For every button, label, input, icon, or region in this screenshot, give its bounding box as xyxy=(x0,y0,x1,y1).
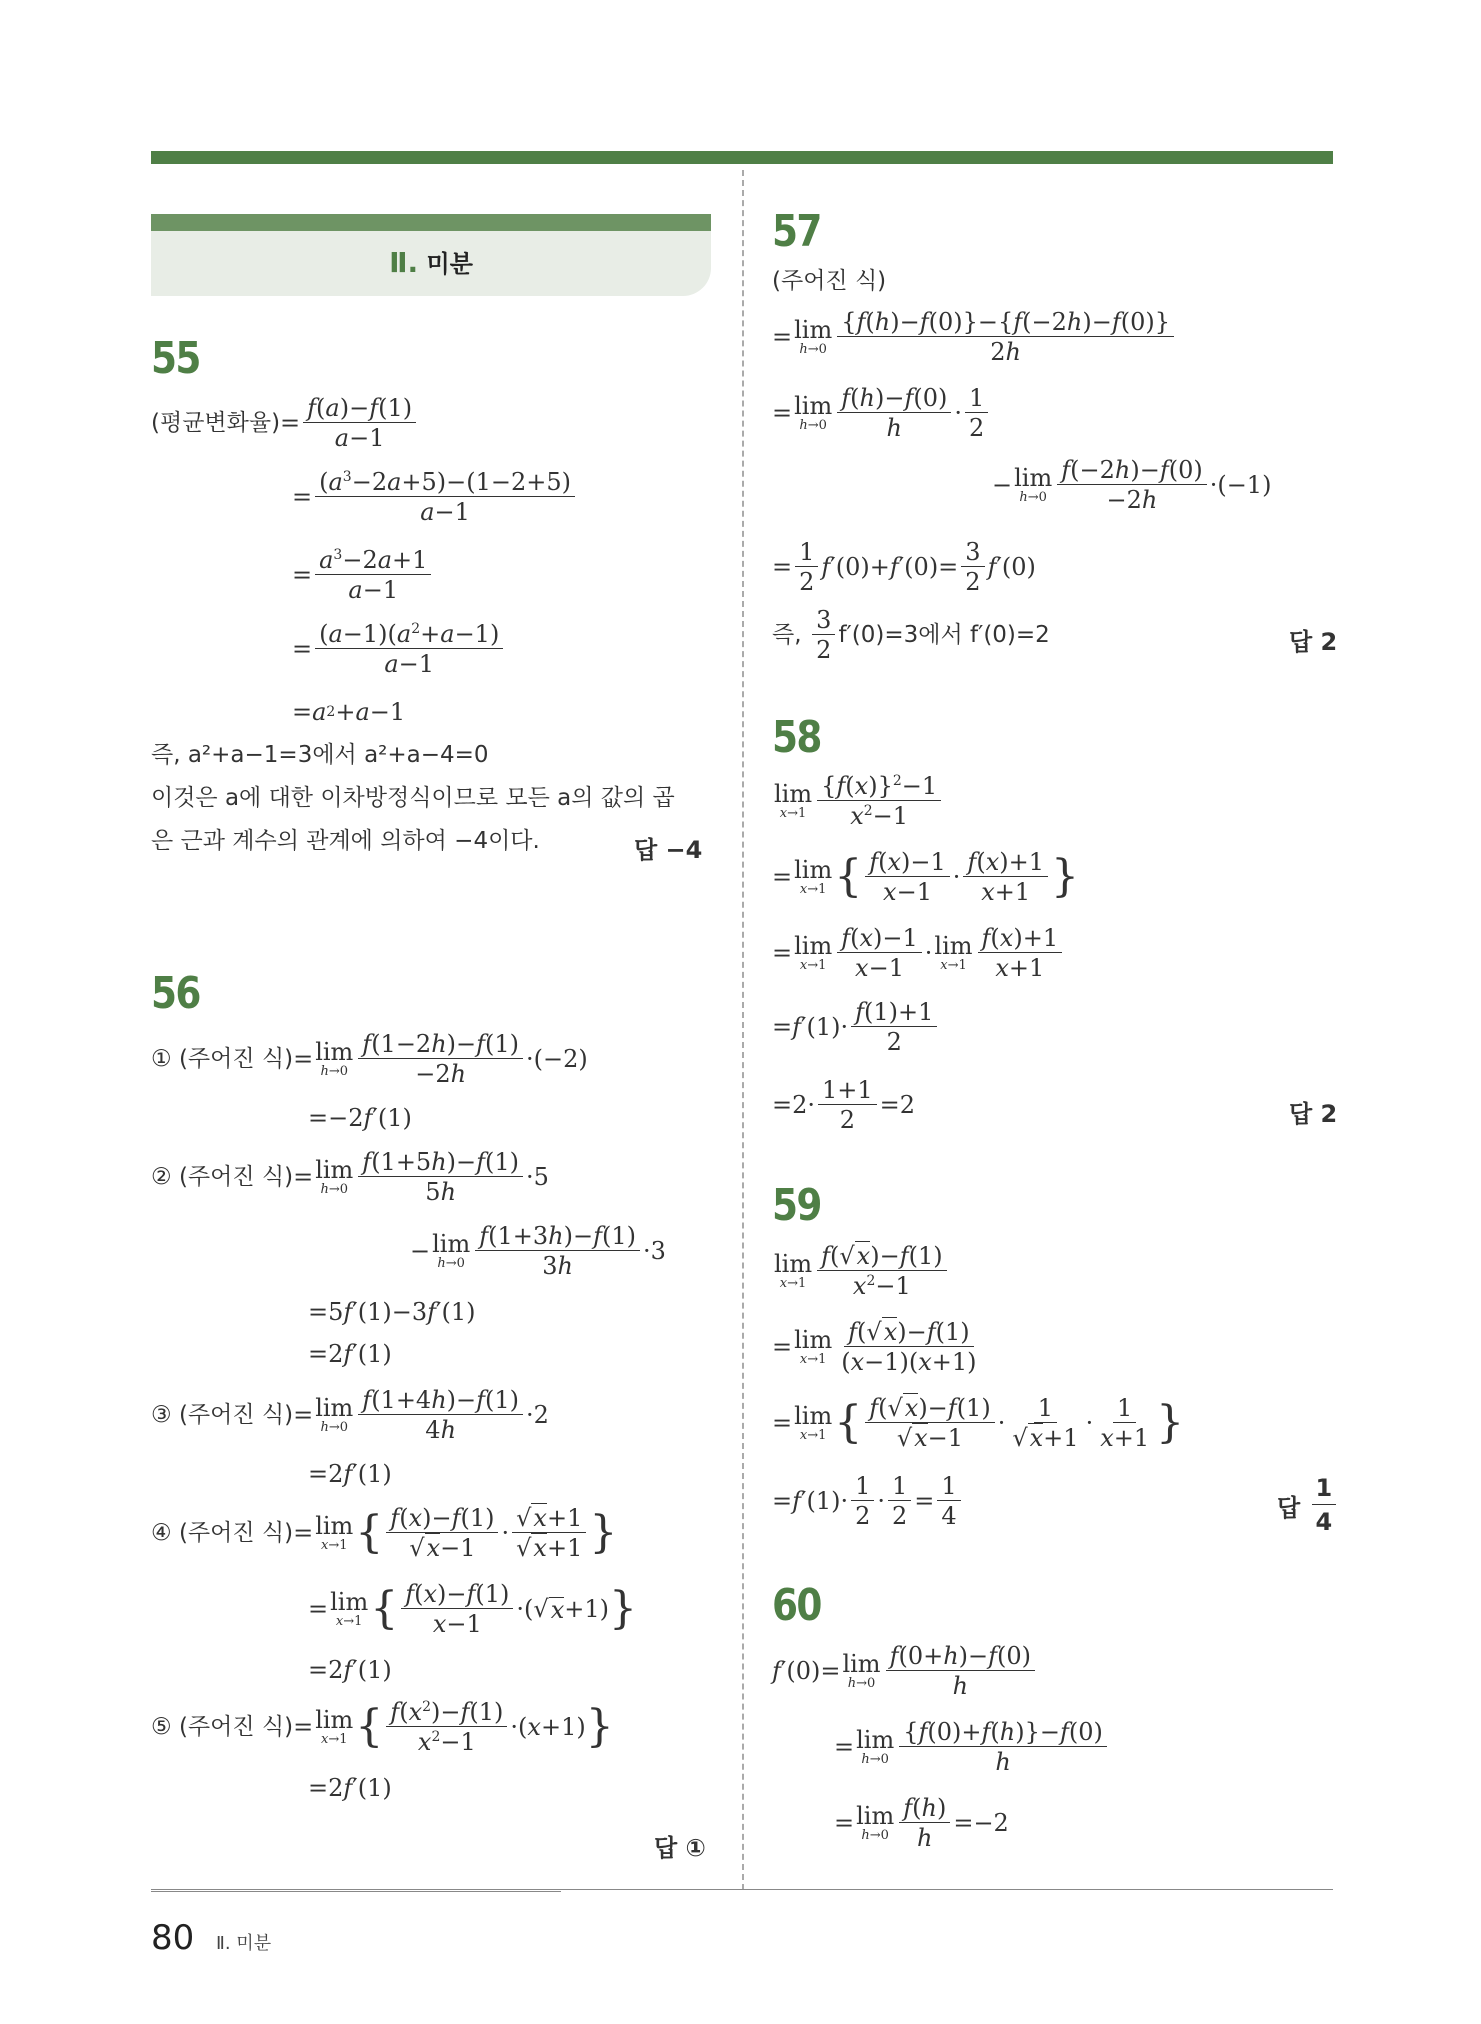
p56-line10: = lim x→1 { $\frac{f(x)-f(1)}{x-1}$ ·(√ x +1) } xyxy=(308,1580,637,1638)
p56-answer: 답 ① xyxy=(654,1834,706,1862)
p55-line2: = $\frac{(a^3-2a+5)-(1-2+5)}{a-1}$ xyxy=(292,470,578,524)
p57-line1: = lim h→0 $\frac{\{f(h)-f(0)\}-\{f(-2h)-f(0)\}}{2h}$ xyxy=(772,310,1177,364)
section-stripe xyxy=(151,214,711,231)
p56-line7: ③ (주어진 식) = lim h→0 $\frac{f(1+4h)-f(1)}{4h}$ ·2 xyxy=(151,1386,549,1444)
p57-line3: − lim h→0 $\frac{f(-2h)-f(0)}{-2h}$ ·(−1) xyxy=(992,456,1272,514)
page-number: 80 xyxy=(151,1918,195,1958)
footer-section: Ⅱ. 미분 xyxy=(216,1933,272,1954)
p58-answer: 답 2 xyxy=(1289,1100,1338,1128)
p55-line3: = $\frac{a^3-2a+1}{a-1}$ xyxy=(292,548,434,602)
p57-label: (주어진 식) xyxy=(772,268,887,294)
p55-text2: 이것은 a에 대한 이차방정식이므로 모든 a의 값의 곱 xyxy=(151,785,675,811)
p59-answer: 답 $\frac{1}{4}$ xyxy=(1277,1474,1339,1536)
p60-line1: f ′(0)= lim h→0 $\frac{f(0+h)-f(0)}{h}$ xyxy=(772,1644,1038,1698)
p55-answer: 답 −4 xyxy=(634,836,703,864)
p58-line5: =2· $\frac{1+1}{2}$ =2 xyxy=(772,1076,916,1134)
p56-line4: − lim h→0 $\frac{f(1+3h)-f(1)}{3h}$ ·3 xyxy=(410,1222,666,1280)
p56-line3: ② (주어진 식) = lim h→0 $\frac{f(1+5h)-f(1)}{5h}$ ·5 xyxy=(151,1148,549,1206)
problem-number-55: 55 xyxy=(151,333,200,384)
p57-answer: 답 2 xyxy=(1289,628,1338,656)
p56-line5: =5 f ′(1)−3 f ′(1) xyxy=(308,1298,476,1326)
footer-rule-2 xyxy=(151,1891,561,1892)
problem-number-57: 57 xyxy=(772,206,821,257)
p60-line2: = lim h→0 $\frac{\{f(0)+f(h)\}-f(0)}{h}$ xyxy=(834,1720,1110,1774)
p55-line4: = $\frac{(a-1)(a^2+a-1)}{a-1}$ xyxy=(292,622,506,676)
p55-line1: (평균변화율) = $\frac{f(a)-f(1)}{a-1}$ xyxy=(151,396,419,450)
p55-text1: 즉, a²+a−1=3에서 a²+a−4=0 xyxy=(151,742,489,768)
p58-line4: = f ′(1)· $\frac{f(1)+1}{2}$ xyxy=(772,1000,940,1054)
p55-line5: = a 2 + a −1 xyxy=(292,698,406,726)
p57-line2: = lim h→0 $\frac{f(h)-f(0)}{h}$ · $\frac{1}{2}$ xyxy=(772,386,991,440)
column-divider xyxy=(742,170,744,1890)
p56-line13: =2 f ′(1) xyxy=(308,1774,392,1802)
problem-number-60: 60 xyxy=(772,1580,821,1631)
p57-line4: = $\frac{1}{2}$ f ′(0)+ f ′(0)= $\frac{3}{2}$ f ′(0) xyxy=(772,538,1036,596)
p55-text3: 은 근과 계수의 관계에 의하여 −4이다. xyxy=(151,828,540,854)
p56-line8: =2 f ′(1) xyxy=(308,1460,392,1488)
p59-line1: lim x→1 $\frac{f(√x)-f(1)}{x^2-1}$ xyxy=(772,1244,950,1298)
top-bar xyxy=(151,151,1333,164)
p56-line1: ① (주어진 식) = lim h→0 $\frac{f(1-2h)-f(1)}{-2h}$ ·(−2) xyxy=(151,1030,588,1088)
p56-line2: =−2 f ′(1) xyxy=(308,1104,412,1132)
p56-line12: ⑤ (주어진 식) = lim x→1 { $\frac{f(x^2)-f(1)}{x^2-1}$ ·( x +1) } xyxy=(151,1698,614,1756)
p60-line3: = lim h→0 $\frac{f(h)}{h}$ =−2 xyxy=(834,1794,1009,1852)
problem-number-56: 56 xyxy=(151,968,200,1019)
p58-line2: = lim x→1 { $\frac{f(x)-1}{x-1}$ · $\frac{f(x)+1}{x+1}$ } xyxy=(772,848,1079,906)
p56-line11: =2 f ′(1) xyxy=(308,1656,392,1684)
p59-line2: = lim x→1 $\frac{f(√x)-f(1)}{(x-1)(x+1)}$ xyxy=(772,1318,977,1376)
p56-line6: =2 f ′(1) xyxy=(308,1340,392,1368)
p59-line3: = lim x→1 { $\frac{f(√x)-f(1)}{√x-1}$ · $\frac{1}{√x+1}$ · $\frac{1}{x+1}$ } xyxy=(772,1394,1185,1452)
problem-number-59: 59 xyxy=(772,1180,821,1231)
p59-line4: = f ′(1)· $\frac{1}{2}$ · $\frac{1}{2}$ = $\frac{1}{4}$ xyxy=(772,1474,964,1528)
p56-line9: ④ (주어진 식) = lim x→1 { $\frac{f(x)-f(1)}{√x-1}$ · $\frac{√x+1}{√x+1}$ } xyxy=(151,1504,618,1562)
p58-line1: lim x→1 $\frac{\{f(x)\}^2-1}{x^2-1}$ xyxy=(772,774,944,828)
p57-line5: 즉, $\frac{3}{2}$ f′(0)=3에서 f′(0)=2 xyxy=(772,606,1050,664)
problem-number-58: 58 xyxy=(772,712,821,763)
section-title: Ⅱ. 미분 xyxy=(389,246,473,279)
footer-rule xyxy=(151,1889,1333,1890)
section-header xyxy=(151,214,711,296)
p58-line3: = lim x→1 $\frac{f(x)-1}{x-1}$ · lim x→1 $\frac{f(x)+1}{x+1}$ xyxy=(772,926,1065,980)
